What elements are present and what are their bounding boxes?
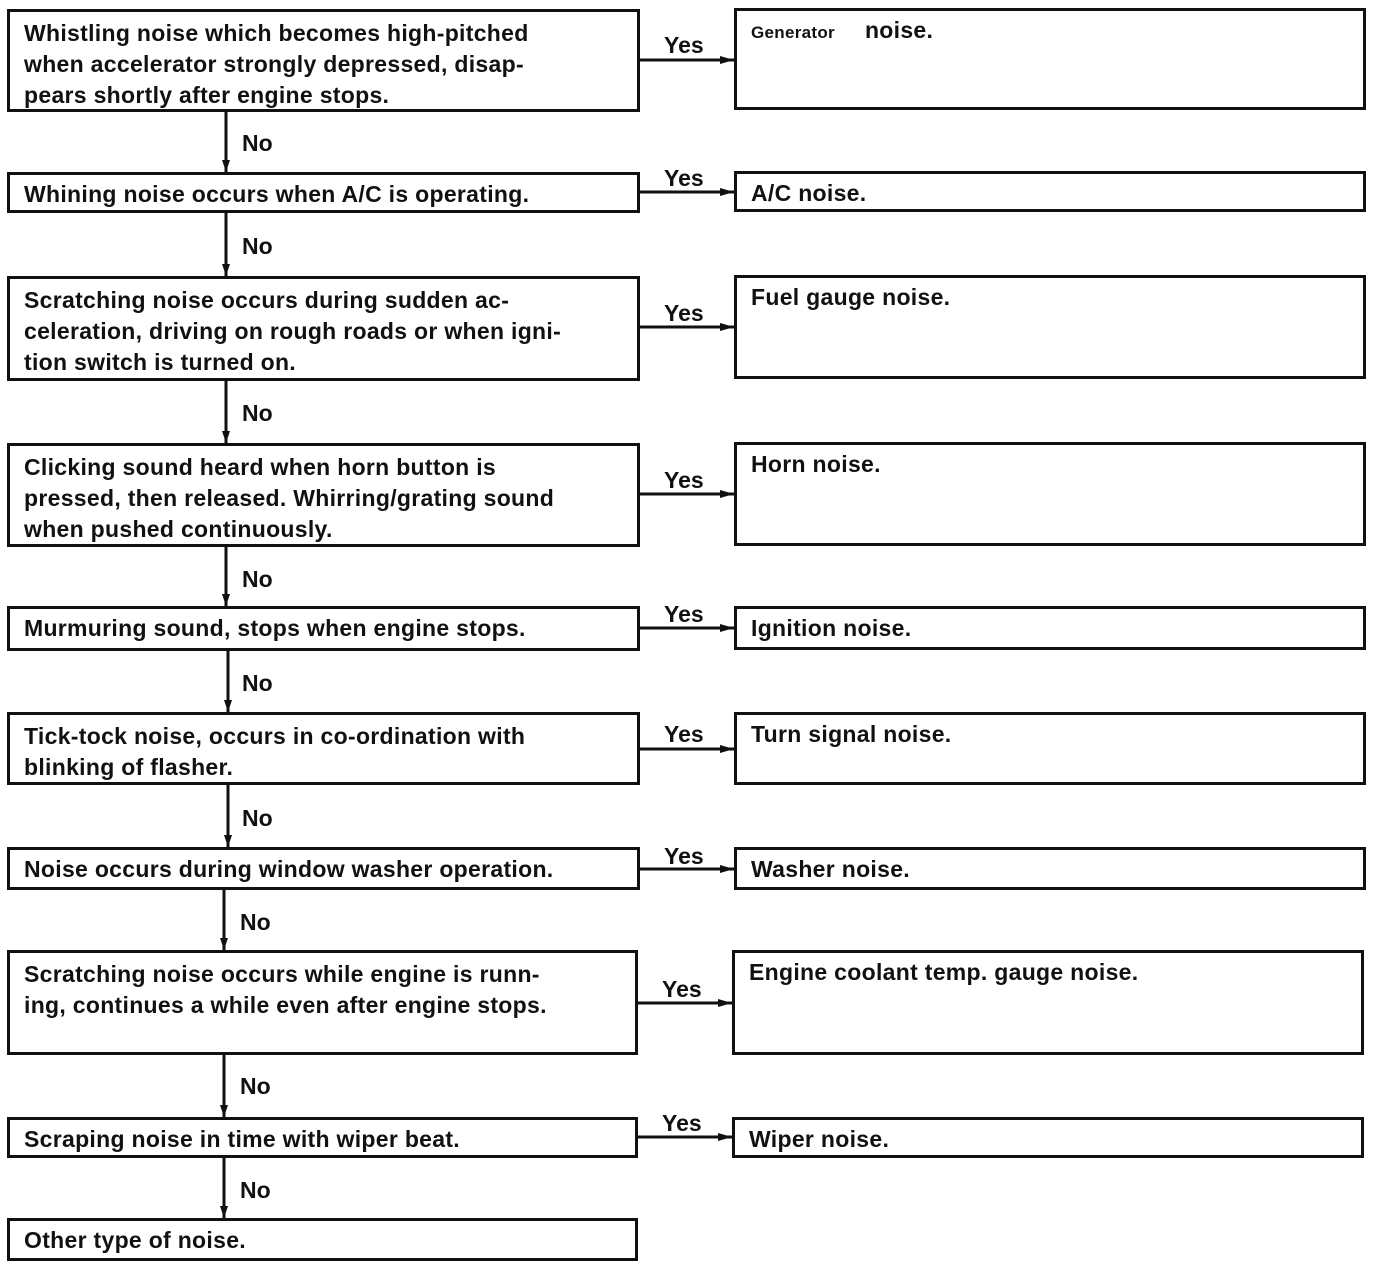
question-box-1 [7,9,640,112]
result-text-6: Turn signal noise. [751,721,952,747]
question-box-9 [7,1117,638,1158]
question-text-3b: celeration, driving on rough roads or when igni- [24,318,562,344]
yes-label-4: Yes [664,467,704,493]
result-text-9: Wiper noise. [749,1126,890,1152]
result-box-5 [734,606,1366,650]
question-box-7 [7,847,640,890]
question-text-6a: Tick-tock noise, occurs in co-ordination with [24,723,526,749]
question-text-1a: Whistling noise which becomes high-pitched [24,20,529,46]
no-label-4: No [242,566,273,592]
question-text-4b: pressed, then released. Whirring/grating sound [24,485,555,511]
question-text-4a: Clicking sound heard when horn button is [24,454,496,480]
result-text-5: Ignition noise. [751,615,912,641]
question-text-8a: Scratching noise occurs while engine is runn- [24,961,540,987]
result-box-3 [734,275,1366,379]
result-box-4 [734,442,1366,546]
no-label-1: No [242,130,273,156]
question-text-8b: ing, continues a while even after engine stops. [24,992,547,1018]
yes-label-6: Yes [664,721,704,747]
question-box-3 [7,276,640,381]
question-box-8 [7,950,638,1055]
yes-label-3: Yes [664,300,704,326]
question-text-5: Murmuring sound, stops when engine stops. [24,615,526,641]
question-text-4c: when pushed continuously. [24,516,333,542]
question-text-7: Noise occurs during window washer operation. [24,856,554,882]
no-label-5: No [242,670,273,696]
result-text-1: noise. [864,17,934,43]
result-text-3: Fuel gauge noise. [751,284,951,310]
final-text: Other type of noise. [24,1227,246,1253]
no-label-8: No [240,1073,271,1099]
yes-label-5: Yes [664,601,704,627]
result-box-7 [734,847,1366,890]
no-label-3: No [242,400,273,426]
no-label-7: No [240,909,271,935]
question-text-1c: pears shortly after engine stops. [24,82,390,108]
question-text-9: Scraping noise in time with wiper beat. [24,1126,460,1152]
question-text-3a: Scratching noise occurs during sudden ac- [24,287,510,313]
question-text-3c: tion switch is turned on. [24,349,296,375]
no-label-6: No [242,805,273,831]
result-text-7: Washer noise. [751,856,910,882]
question-box-6 [7,712,640,785]
result-text-1-small: Generator [751,23,835,42]
no-label-2: No [242,233,273,259]
no-label-9: No [240,1177,271,1203]
question-text-6b: blinking of flasher. [24,754,234,780]
yes-label-9: Yes [662,1110,702,1136]
question-box-4 [7,443,640,547]
question-box-5 [7,606,640,651]
question-box-2 [7,172,640,213]
yes-label-2: Yes [664,165,704,191]
result-text-2: A/C noise. [751,180,867,206]
question-text-1b: when accelerator strongly depressed, disap- [24,51,524,77]
result-text-4: Horn noise. [751,451,881,477]
question-text-2: Whining noise occurs when A/C is operating. [24,181,530,207]
result-text-8: Engine coolant temp. gauge noise. [749,959,1139,985]
result-box-9 [732,1117,1364,1158]
result-box-1 [734,8,1366,110]
result-box-2 [734,171,1366,212]
result-box-6 [734,712,1366,785]
yes-label-7: Yes [664,843,704,869]
yes-label-8: Yes [662,976,702,1002]
yes-label-1: Yes [664,32,704,58]
result-box-8 [732,950,1364,1055]
final-box [7,1218,638,1261]
